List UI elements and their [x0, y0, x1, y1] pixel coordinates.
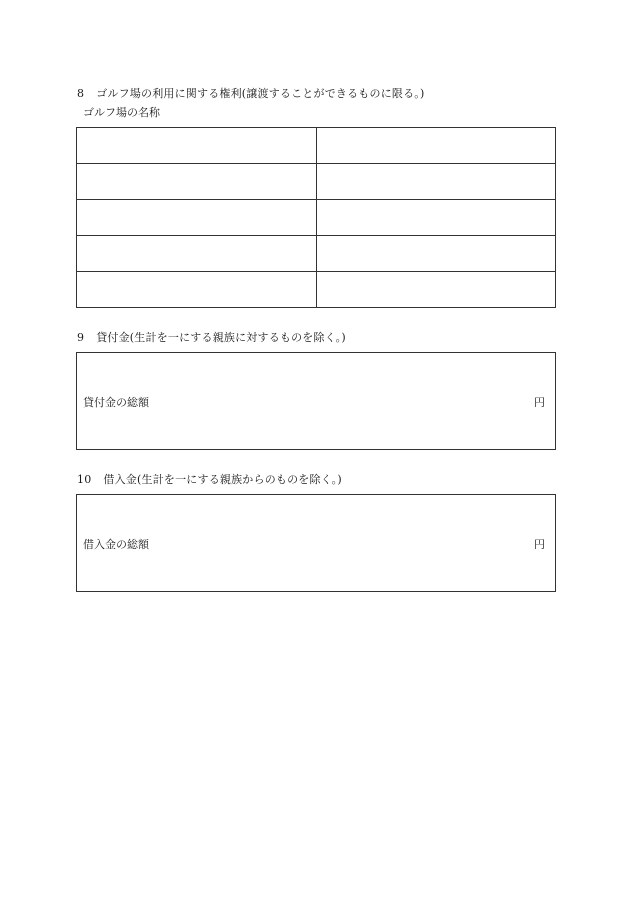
golf-course-name-cell[interactable] [77, 128, 317, 164]
section-10-title: 借入金(生計を一にする親族からのものを除く。) [103, 473, 342, 486]
section-8-title: ゴルフ場の利用に関する権利(譲渡することができるものに限る。) [96, 87, 425, 100]
section-8-number: 8 [77, 87, 85, 100]
golf-course-name-cell[interactable] [77, 236, 317, 272]
borrowings-total-label: 借入金の総額 [83, 538, 149, 551]
section-9-title: 貸付金(生計を一にする親族に対するものを除く。) [96, 331, 346, 344]
section-10-heading [77, 471, 342, 487]
golf-course-name-cell[interactable] [77, 164, 317, 200]
golf-table-row [77, 128, 556, 164]
section-10-number: 10 [77, 473, 92, 486]
section-9-heading [77, 329, 346, 345]
section-9-number: 9 [77, 331, 85, 344]
golf-course-name-cell[interactable] [77, 272, 317, 308]
loans-receivable-unit: 円 [534, 396, 545, 409]
golf-course-name-label: ゴルフ場の名称 [83, 106, 160, 119]
golf-table-row [77, 272, 556, 308]
golf-course-detail-cell[interactable] [316, 200, 556, 236]
golf-table-row [77, 164, 556, 200]
loans-receivable-total-label: 貸付金の総額 [83, 396, 149, 409]
golf-course-detail-cell[interactable] [316, 236, 556, 272]
golf-course-name-cell[interactable] [77, 200, 317, 236]
golf-course-table [76, 127, 556, 308]
borrowings-box [76, 494, 556, 592]
golf-course-detail-cell[interactable] [316, 164, 556, 200]
borrowings-unit: 円 [534, 538, 545, 551]
golf-course-detail-cell[interactable] [316, 272, 556, 308]
golf-course-detail-cell[interactable] [316, 128, 556, 164]
golf-table-row [77, 236, 556, 272]
section-8-heading [77, 85, 424, 101]
golf-table-row [77, 200, 556, 236]
loans-receivable-box [76, 352, 556, 450]
